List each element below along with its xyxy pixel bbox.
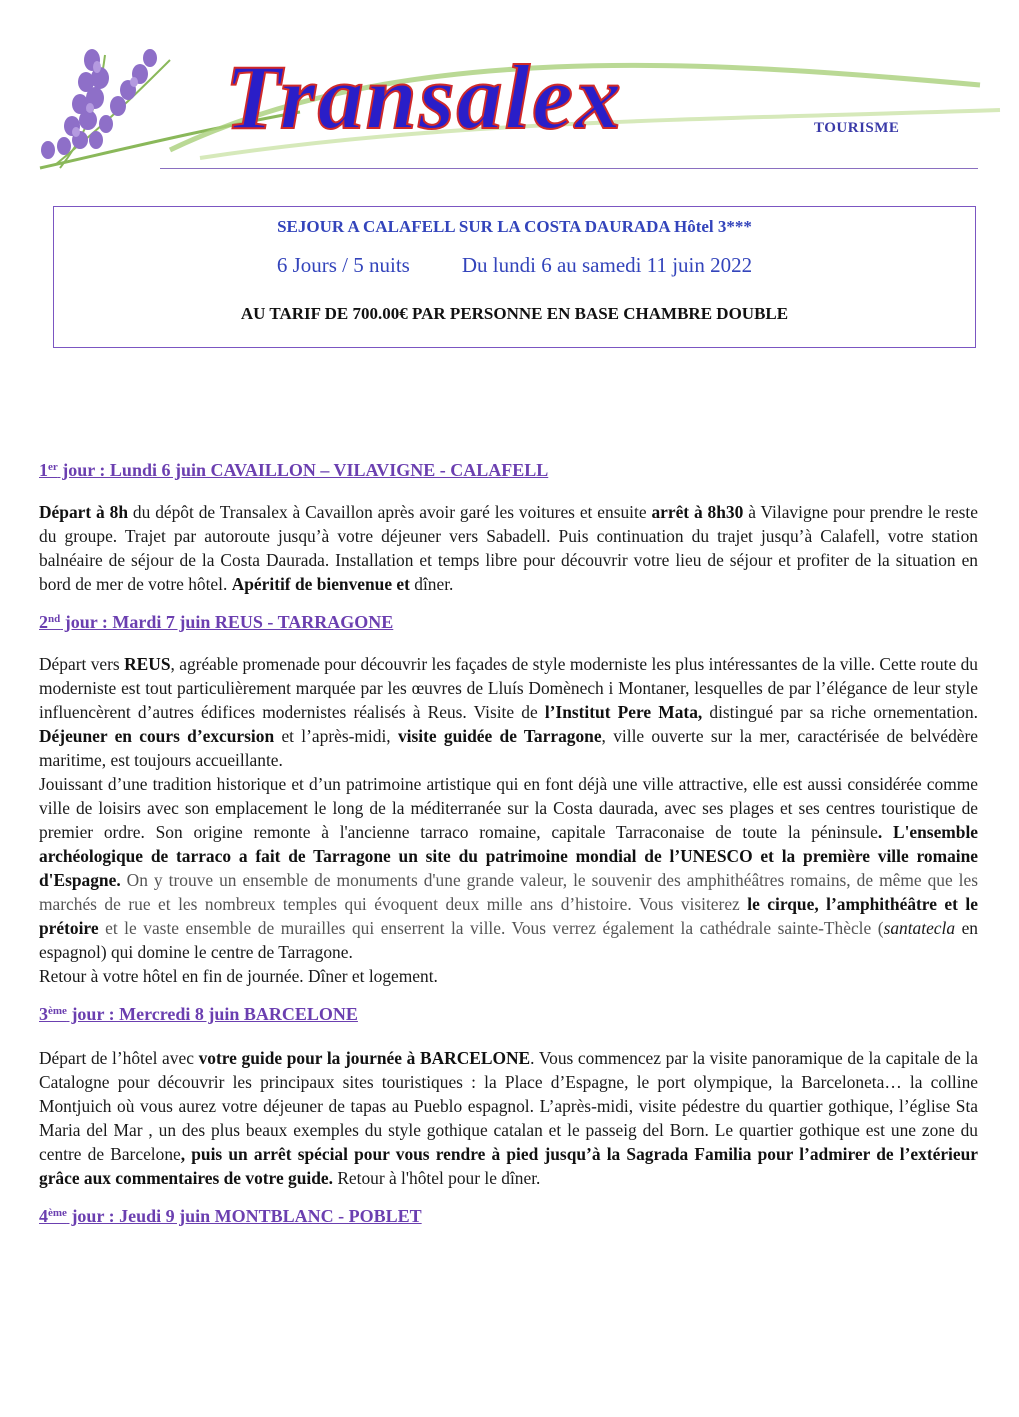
text-run: On y trouve un ensemble de monuments d'une grande valeur, le souvenir des amphithéâtres romains, de même que les marchés de rue et les nombreux temples qui évoquent deux mille ans d’histoire. Vous visiterez	[39, 870, 978, 914]
text-run: en espagnol) qui domine le centre de Tarragone.	[39, 918, 978, 962]
text-run: Apéritif de bienvenue et	[231, 574, 410, 594]
text-run: arrêt à 8h30	[651, 502, 744, 522]
text-run: à Vilavigne pour prendre le reste du groupe. Trajet par autoroute jusqu’à votre déjeuner vers Sabadell. Puis continuation du trajet jusqu’à Calafell, votre station balnéaire de séjour de la Costa Daurada. Installation et temps libre pour découvrir votre lieu de séjour et profiter de la situation en bord de mer de votre hôtel.	[39, 502, 978, 594]
text-run: dîner.	[409, 574, 454, 594]
offer-dates-line	[54, 253, 975, 278]
day-paragraph	[39, 772, 978, 964]
text-run: . Vous commencez par la visite panoramique de la capitale de la Catalogne pour découvrir les principaux sites touristiques : la Place d’Espagne, le port olympique, la Barceloneta… la colline Montjuich où vous aurez votre déjeuner de tapas au Pueblo espagnol. L’après-midi, visite pédestre du quartier gothique, l’église Sta Maria del Mar , un des plus beaux exemples du style gothique catalan et le passeig del Born. Le quartier gothique est une zone du centre de Barcelone	[39, 1048, 978, 1164]
day-heading: 2nd jour : Mardi 7 juin REUS - TARRAGONE	[39, 612, 394, 632]
text-run: visite guidée de Tarragone	[397, 726, 602, 746]
text-run: Départ à 8h	[39, 502, 129, 522]
text-run: Déjeuner en cours d’excursion	[39, 726, 275, 746]
text-run: , puis un arrêt spécial pour vous rendre à pied jusqu’à la Sagrada Familia pour l’admirer de l’extérieur grâce aux commentaires de votre guide.	[39, 1144, 978, 1188]
text-run: santatecla	[883, 918, 956, 938]
text-run: , ville ouverte sur la mer, caractérisée de belvédère maritime, est toujours accueillante.	[39, 726, 978, 770]
offer-dates: Du lundi 6 au samedi 11 juin 2022	[461, 253, 753, 277]
brand-logo	[0, 0, 1019, 180]
day-paragraph	[39, 964, 978, 988]
header	[0, 0, 1019, 180]
text-run: distingué par sa riche ornementation.	[702, 702, 978, 722]
text-run: REUS	[124, 654, 171, 674]
offer-title: SEJOUR A CALAFELL SUR LA COSTA DAURADA Hôtel 3***	[277, 217, 752, 236]
day-heading: 1er jour : Lundi 6 juin CAVAILLON – VILAVIGNE - CALAFELL	[39, 460, 549, 480]
brand-wordmark: Transalex	[225, 46, 623, 148]
text-run: l’Institut Pere Mata,	[544, 702, 703, 722]
day-heading: 4ème jour : Jeudi 9 juin MONTBLANC - POBLET	[39, 1206, 422, 1226]
offer-duration: 6 Jours / 5 nuits	[276, 253, 410, 277]
day-paragraph	[39, 652, 978, 772]
header-divider	[160, 168, 978, 169]
text-run: du dépôt de Transalex à Cavaillon après avoir garé les voitures et ensuite	[128, 502, 652, 522]
text-run: votre guide pour la journée à BARCELONE	[198, 1048, 531, 1068]
text-run: le cirque, l’amphithéâtre et le prétoire	[39, 894, 978, 938]
itinerary	[39, 458, 978, 1228]
text-run: . L'ensemble archéologique de tarraco a fait de Tarragone un site du patrimoine mondial de l’UNESCO et la première ville romaine d'Espagne.	[39, 822, 979, 890]
day-paragraph	[39, 500, 978, 596]
day-paragraph	[39, 1046, 978, 1190]
brand-subtitle: TOURISME	[814, 120, 900, 136]
text-run: Jouissant d’une tradition historique et d’un patrimoine artistique qui en font déjà une ville attractive, elle est aussi considérée comme ville de loisirs avec son emplacement le long de la méditerranée sur la Costa daurada, avec ses plages et ses centres touristique de premier ordre. Son origine remonte à l'ancienne tarraco romaine, capitale Tarraconaise de toute la péninsule	[39, 774, 978, 842]
text-run: , agréable promenade pour découvrir les façades de style moderniste les plus intéressantes de la ville. Cette route du moderniste est tout particulièrement marquée par les œuvres de Lluís Domènech i Montaner, lesquelles de par l’élégance de leur style influencèrent d’autres édifices modernistes réalisés à Reus. Visite de	[39, 654, 979, 722]
text-run: et l’après-midi,	[274, 726, 398, 746]
day-heading: 3ème jour : Mercredi 8 juin BARCELONE	[39, 1004, 358, 1024]
text-run: et le vaste ensemble de murailles qui enserrent la ville. Vous verrez également la cathédrale sainte-Thècle (	[98, 918, 884, 938]
text-run: Départ de l’hôtel avec	[39, 1048, 199, 1068]
text-run: Départ vers	[39, 654, 125, 674]
offer-box	[53, 206, 976, 348]
text-run: Retour à l'hôtel pour le dîner.	[332, 1168, 541, 1188]
offer-price: AU TARIF DE 700.00€ PAR PERSONNE EN BASE CHAMBRE DOUBLE	[240, 304, 789, 323]
text-run: Retour à votre hôtel en fin de journée. Dîner et logement.	[39, 966, 438, 986]
